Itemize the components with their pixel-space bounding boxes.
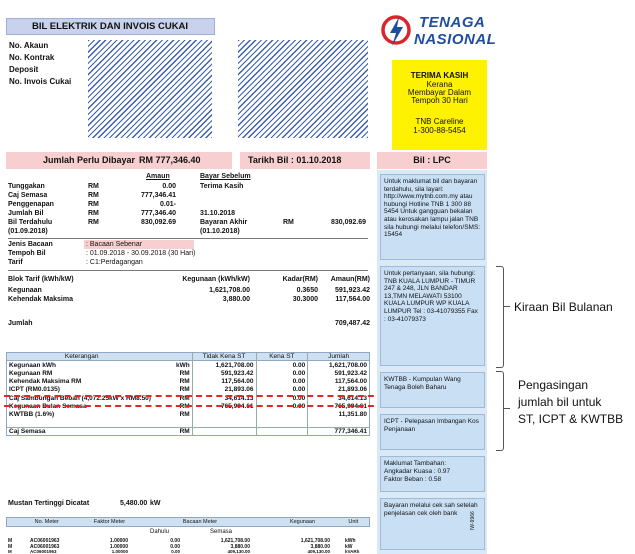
bil-terdahulu-label: Bil Terdahulu (8, 219, 53, 226)
mustan-label: Mustan Tertinggi Dicatat (8, 500, 90, 507)
bayaran-akhir-amount: 830,092.69 (330, 219, 366, 226)
meter-subheader-semasa: Semasa (210, 529, 233, 535)
brand-name-2: NASIONAL (414, 31, 497, 48)
charge-kena-st: 0.00 (256, 394, 308, 402)
summary-rm: RM (88, 183, 99, 190)
bayaran-akhir-rm: RM (283, 219, 294, 226)
charge-jumlah: 21,893.06 (308, 386, 370, 394)
bil-terdahulu-rm: RM (88, 219, 99, 226)
charge-jumlah (308, 419, 370, 427)
charge-jumlah: 765,994.61 (308, 402, 370, 410)
charge-unit: RM (179, 411, 190, 419)
col-bayar-sebelum: Bayar Sebelum (200, 173, 251, 180)
charges-header-cell (156, 353, 192, 361)
table-row (7, 369, 370, 377)
charges-header-cell: Tidak Kena ST (192, 353, 256, 361)
summary-label: Tunggakan (8, 183, 45, 190)
tariff-row-usage: 1,621,708.00 (209, 287, 250, 294)
bayaran-akhir-label: Bayaran Akhir (200, 219, 248, 226)
mustan-unit: kW (150, 500, 161, 507)
mustan-value: 5,480.00 (120, 500, 148, 507)
charge-kena-st: 0.00 (256, 402, 308, 410)
meter-row-semasa: 3,880.00 (230, 544, 250, 550)
brand-name-1: TENAGA (419, 14, 486, 31)
charges-header (7, 353, 370, 361)
meter-row-unit: kVARh (345, 549, 360, 554)
meter-row-no: AC06001963 (30, 538, 60, 544)
charge-desc: Kegunaan kWh (9, 361, 56, 369)
charge-desc: Caj Sambungan Beban (4,072.25kW x RM8.50) (9, 394, 151, 402)
amount-due-value: RM 777,346.40 (139, 155, 201, 165)
info-box-2-text: Untuk pertanyaan, sila hubungi: TNB KUALA LUMPUR - TIMUR 247 & 248, JLN BANDAR 13,TMN MELAWATI 53100 KUALA LUMPUR WP KUALA LUMPUR Tel : 03-41079355 Fax : 03-41079373 (384, 270, 478, 323)
maklumat-line1: Angkadar Kuasa : 0.97 (384, 468, 451, 475)
icpt-box (380, 414, 485, 450)
meter-header-cell: No. Meter (34, 519, 59, 525)
summary-amount: 777,346.40 (140, 210, 176, 217)
meter-header-cell: Kegunaan (289, 519, 316, 525)
maklumat-title: Maklumat Tambahan: (384, 460, 447, 467)
charge-kena-st: 0.00 (256, 369, 308, 377)
bil-terdahulu-amount: 830,092.69 (140, 219, 176, 226)
amount-due-label: Jumlah Perlu Dibayar (43, 155, 136, 165)
table-row (7, 427, 370, 435)
charge-kena-st (256, 411, 308, 419)
info-box-1 (380, 174, 485, 260)
charge-tidak-kena-st: 21,893.06 (192, 386, 256, 394)
meter-row-no: AC06001963 (30, 549, 57, 554)
bracket-pengasingan-tick (504, 408, 510, 409)
charge-kena-st: 0.00 (256, 377, 308, 385)
thanks-sub2: Membayar Dalam (407, 88, 472, 97)
charge-unit: RM (179, 402, 190, 410)
tnb-logo (381, 13, 411, 49)
annotation-pengasingan-2: jumlah bil untuk (518, 395, 602, 409)
charge-tidak-kena-st (192, 411, 256, 419)
tariff-row-label: Kehendak Maksima (8, 296, 73, 303)
meter-row-m: M (8, 544, 13, 550)
bill-type: Bil : LPC (413, 155, 451, 165)
summary-note: Terima Kasih (200, 183, 244, 190)
summary-amount: 0.01- (160, 201, 176, 208)
maklumat-box (380, 456, 485, 492)
summary-rm: RM (88, 192, 99, 199)
tariff-divider (8, 270, 368, 271)
meter-row-m: M (8, 538, 13, 544)
tariff-jumlah-value: 709,487.42 (334, 320, 370, 327)
info-box-1-text: Untuk maklumat bil dan bayaran terdahulu, sila layari: http://www.mytnb.com.my atau hubungi Hotline TNB 1 300 88 5454 Untuk gangguan bekalan atau kerosakan lampu jalan TNB sila hubungi melalui telefon/SMS: 15454 (384, 178, 481, 239)
bracket-pengasingan (496, 371, 504, 451)
meter-row-kegunaan: 409,130.00 (307, 549, 330, 554)
charge-tidak-kena-st (192, 427, 256, 435)
summary-label: Penggenapan (8, 201, 54, 208)
thanks-sub1: Kerana (426, 80, 453, 89)
charge-kena-st (256, 427, 308, 435)
meter-header-cell: Bacaan Meter (182, 519, 218, 525)
charge-jumlah: 34,614.13 (308, 394, 370, 402)
charges-table (6, 352, 370, 436)
redacted-account (238, 40, 368, 138)
meter-row-m: M (8, 549, 12, 554)
charge-desc: Kegunaan RM (9, 369, 53, 377)
charge-desc: KWTBB (1.6%) (9, 411, 55, 419)
meter-subheader-dahulu: Dahulu (150, 529, 170, 535)
tempoh-bil-value: : 01.09.2018 - 30.09.2018 (30 Hari) (86, 250, 196, 257)
charges-header-cell: Keterangan (64, 353, 99, 361)
bayaran-text: Bayaran melalui cek sah setelah penjelasan cek oleh bank (384, 502, 478, 517)
tarif-value: : C1:Perdagangan (86, 259, 143, 266)
charge-kena-st: 0.00 (256, 386, 308, 394)
charge-unit: RM (179, 386, 190, 394)
tariff-row-rate: 30.3000 (292, 296, 318, 303)
tariff-header: Blok Tarif (kWh/kW) (8, 276, 74, 283)
summary-label: Jumlah Bil (8, 210, 44, 217)
summary-amount: 0.00 (162, 183, 176, 190)
careline-number: 1-300-88-5454 (413, 126, 466, 135)
meter-header-cell: Unit (348, 519, 359, 525)
table-row (7, 419, 370, 427)
bil-terdahulu-date: (01.09.2018) (8, 228, 48, 235)
charge-jumlah: 11,351.80 (308, 411, 370, 419)
charge-tidak-kena-st: 1,621,708.00 (192, 361, 256, 369)
charge-unit: RM (179, 427, 190, 435)
summary-label: Caj Semasa (8, 192, 48, 199)
meter-row-factor: 1.00000 (111, 549, 128, 554)
table-row (7, 361, 370, 369)
field-no-kontrak: No. Kontrak (9, 53, 55, 62)
tariff-row-label: Kegunaan (8, 287, 42, 294)
table-row (7, 411, 370, 419)
charge-unit (156, 419, 192, 427)
charge-desc: ICPT (RM0.0135) (9, 386, 60, 394)
summary-amount: 777,346.41 (140, 192, 176, 199)
charges-header-cell: Jumlah (308, 353, 370, 361)
charge-tidak-kena-st: 765,994.61 (192, 402, 256, 410)
reading-divider (8, 238, 368, 239)
charges-header-cell: Kena ST (256, 353, 308, 361)
meter-row-factor: 1.00000 (109, 544, 128, 550)
meter-row-kegunaan: 3,880.00 (310, 544, 330, 550)
field-no-invois: No. Invois Cukai (9, 77, 72, 86)
bracket-kiraan-tick (504, 306, 510, 307)
charge-desc: Kegunaan Bulan Semasa (9, 402, 87, 410)
icpt-highlight-bottom (4, 405, 384, 407)
meter-row-factor: 1.00000 (109, 538, 128, 544)
charge-tidak-kena-st: 117,564.00 (192, 377, 256, 385)
icpt-highlight-top (4, 395, 384, 397)
charge-kena-st: 0.00 (256, 361, 308, 369)
jenis-bacaan-label: Jenis Bacaan (8, 241, 53, 248)
icpt-text: ICPT - Pelepasan Imbangan Kos Penjanaan (384, 418, 479, 433)
info-box-2 (380, 266, 485, 366)
charge-jumlah: 591,923.42 (308, 369, 370, 377)
charge-unit: RM (179, 378, 190, 386)
tariff-row-rate: 0.3650 (296, 287, 318, 294)
bill-title: BIL ELEKTRIK DAN INVOIS CUKAI (32, 21, 189, 32)
tariff-row-amount: 591,923.42 (334, 287, 370, 294)
maklumat-line2: Faktor Beban : 0.58 (384, 476, 442, 483)
meter-row-dahulu: 0.00 (171, 549, 180, 554)
charge-jumlah: 1,621,708.00 (308, 361, 370, 369)
meter-row-kegunaan: 1,621,708.00 (300, 538, 330, 544)
tariff-header: Amaun(RM) (330, 276, 370, 283)
annotation-pengasingan-1: Pengasingan (518, 378, 589, 392)
annotation-pengasingan-3: ST, ICPT & KWTBB (518, 412, 624, 426)
field-deposit: Deposit (9, 65, 39, 74)
charge-tidak-kena-st (192, 419, 256, 427)
meter-row-unit: kWh (345, 538, 356, 544)
table-row (7, 377, 370, 385)
tarif-label: Tarif (8, 259, 23, 266)
charge-desc (7, 419, 157, 427)
charge-desc: Caj Semasa (9, 427, 46, 435)
kwtbb-box (380, 372, 485, 408)
bill-date: Tarikh Bil : 01.10.2018 (248, 155, 342, 165)
summary-rm: RM (88, 210, 99, 217)
table-row (7, 386, 370, 394)
tariff-header: Kegunaan (kWh/kW) (182, 276, 250, 283)
charge-tidak-kena-st: 591,923.42 (192, 369, 256, 377)
kwtbb-text: KWTBB - Kumpulan Wang Tenaga Boleh Baharu (384, 376, 461, 391)
charge-desc: Kehendak Maksima RM (9, 378, 82, 386)
field-no-akaun: No. Akaun (9, 41, 49, 50)
thanks-sub3: Tempoh 30 Hari (411, 96, 468, 105)
meter-header (7, 518, 370, 527)
careline-label: TNB Careline (415, 117, 464, 126)
summary-note: 31.10.2018 (200, 210, 236, 217)
tnb-logo-icon (381, 13, 411, 49)
meter-table (6, 517, 370, 527)
bayaran-akhir-date: (01.10.2018) (200, 228, 240, 235)
jenis-bacaan-value: : Bacaan Sebenar (86, 241, 143, 248)
meter-row-semasa: 1,621,708.00 (220, 538, 250, 544)
charge-unit: kWh (175, 361, 190, 369)
charge-unit: RM (179, 394, 190, 402)
meter-row-no: AC06001963 (30, 544, 60, 550)
tariff-row-usage: 3,880.00 (222, 296, 250, 303)
col-amaun: Amaun (146, 173, 170, 180)
tariff-row-amount: 117,564.00 (335, 296, 370, 303)
meter-row-unit: kW (345, 544, 353, 550)
tariff-header: Kadar(RM) (282, 276, 318, 283)
tempoh-bil-label: Tempoh Bil (8, 250, 46, 257)
redacted-address (88, 40, 212, 138)
bracket-kiraan (496, 266, 504, 368)
summary-rm: RM (88, 201, 99, 208)
meter-row-dahulu: 0.00 (170, 538, 180, 544)
thanks-title: TERIMA KASIH (410, 71, 469, 80)
charge-jumlah: 777,346.41 (308, 427, 370, 435)
charge-unit: RM (179, 369, 190, 377)
meter-header-cell: Faktor Meter (93, 519, 126, 525)
tariff-jumlah-label: Jumlah (8, 320, 33, 327)
charge-jumlah: 117,564.00 (308, 377, 370, 385)
meter-row-semasa: 409,130.00 (227, 549, 250, 554)
meter-row-dahulu: 0.00 (170, 544, 180, 550)
charge-tidak-kena-st: 34,614.13 (192, 394, 256, 402)
charge-kena-st (256, 419, 308, 427)
annotation-kiraan: Kiraan Bil Bulanan (514, 300, 613, 314)
doc-code: IW-9966 (470, 511, 476, 530)
